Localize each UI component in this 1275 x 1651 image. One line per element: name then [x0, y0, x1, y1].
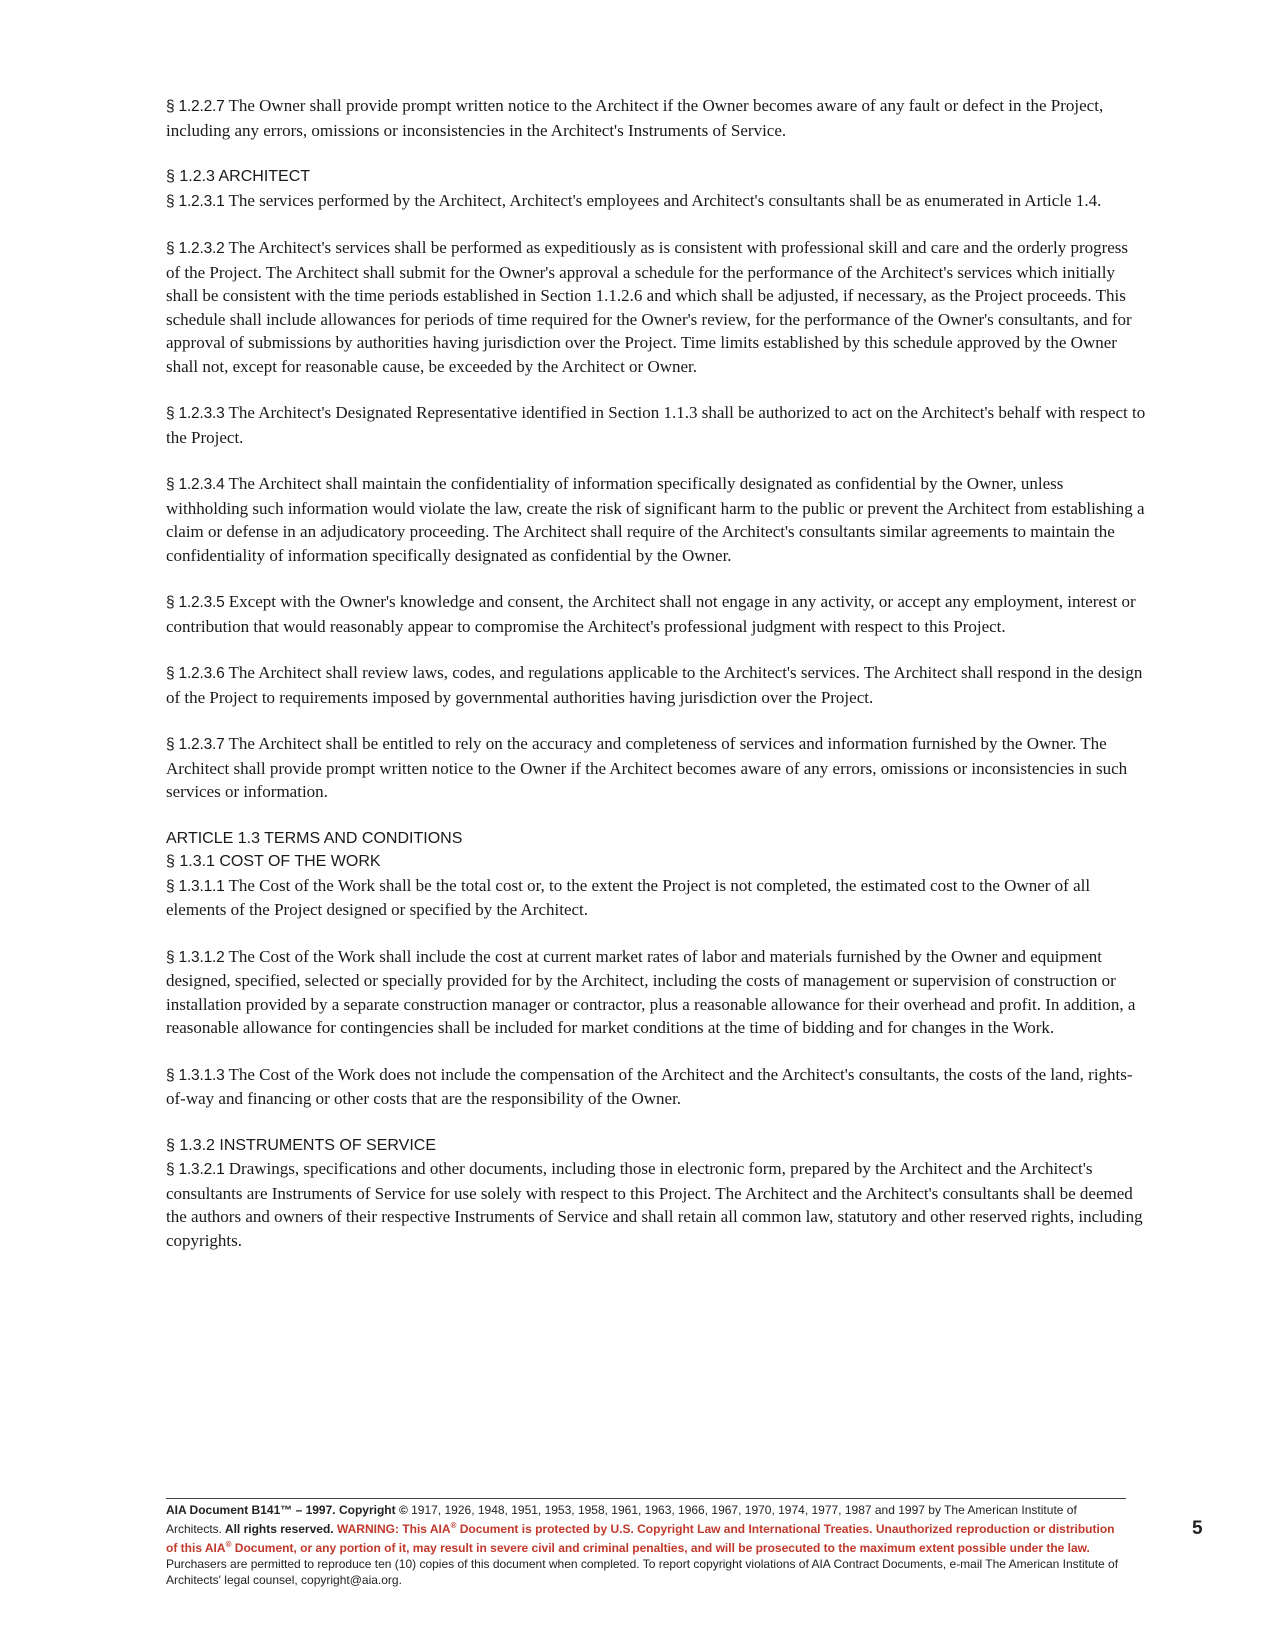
- heading-article-1-3: ARTICLE 1.3 TERMS AND CONDITIONS: [166, 829, 463, 847]
- paragraph-text: Drawings, specifications and other documents, including those in electronic form, prepared by the Architect and the Architect's consultants are Instruments of Service for use solely with respect to this Project. The Architect and the Architect's consultants shall be deemed the authors and owners of their respective Instruments of Service and shall retain all common law, statutory and other reserved rights, including copyrights.: [166, 1159, 1143, 1250]
- footer-warning-2: Document is protected by U.S. Copyright Law and International Treaties. Unauthorized reproduction or distribution of this AIA: [166, 1522, 1115, 1555]
- paragraph-1-2-3-3: [166, 401, 1146, 449]
- paragraph-text: The Architect's Designated Representative identified in Section 1.1.3 shall be authorized to act on the Architect's behalf with respect to the Project.: [166, 403, 1146, 447]
- paragraph-text: The Cost of the Work shall include the cost at current market rates of labor and materials furnished by the Owner and equipment designed, specified, selected or specially provided for by the Architect, including the costs of management or supervision of construction or installation provided by a separate construction manager or contractor, plus a reasonable allowance for their overhead and profit. In addition, a reasonable allowance for contingencies shall be included for market conditions at the time of bidding and for changes in the Work.: [166, 946, 1136, 1037]
- section-number: § 1.3.1.3: [166, 1066, 225, 1084]
- section-number: § 1.2.3.7: [166, 736, 225, 753]
- section-number: § 1.2.3.5: [166, 594, 225, 611]
- paragraph-text: The Cost of the Work shall be the total cost or, to the extent the Project is not completed, the estimated cost to the Owner of all elements of the Project designed or specified by the Architect.: [166, 875, 1091, 919]
- section-number: § 1.2.3.6: [166, 665, 225, 682]
- section-number: § 1.2.3.2: [166, 240, 225, 257]
- footer-doc-title: AIA Document B141™ – 1997. Copyright ©: [166, 1503, 408, 1517]
- document-body: [166, 94, 1146, 1252]
- copyright-footer: [166, 1498, 1126, 1588]
- paragraph-text: The Cost of the Work does not include the compensation of the Architect and the Architect's consultants, the costs of the land, rights-of-way and financing or other costs that are the responsibility of the Owner.: [166, 1064, 1133, 1108]
- paragraph-text: The Owner shall provide prompt written notice to the Architect if the Owner becomes aware of any fault or defect in the Project, including any errors, omissions or inconsistencies in the Architect's Instruments of Service.: [166, 96, 1104, 140]
- paragraph-1-2-3-7: [166, 732, 1146, 804]
- paragraph-1-3-1-3: [166, 1063, 1146, 1111]
- section-number: § 1.3.1.2: [166, 948, 225, 966]
- paragraph-1-3-1-2: [166, 945, 1146, 1040]
- footer-rights: All rights reserved.: [222, 1522, 334, 1536]
- section-number: § 1.2.3.3: [166, 405, 225, 422]
- paragraph-text: Except with the Owner's knowledge and consent, the Architect shall not engage in any activity, or accept any employment, interest or contribution that would reasonably appear to compromise the Architect's professional judgment with respect to this Project.: [166, 592, 1136, 636]
- paragraph-1-2-2-7: [166, 94, 1146, 142]
- paragraph-1-2-3-5: [166, 590, 1146, 638]
- footer-tail: Purchasers are permitted to reproduce ten (10) copies of this document when completed. To report copyright violations of AIA Contract Documents, e-mail The American Institute of Architects' legal counsel, copyright@aia.org.: [166, 1557, 1119, 1587]
- paragraph-1-3-1-1: [166, 874, 1146, 922]
- page-number: 5: [1192, 1518, 1203, 1539]
- paragraph-1-2-3-6: [166, 661, 1146, 709]
- paragraph-text: The Architect shall maintain the confidentiality of information specifically designated as confidential by the Owner, unless withholding such information would violate the law, create the risk of significant harm to the public or prevent the Architect from establishing a claim or defense in an adjudicatory proceeding. The Architect shall require of the Architect's consultants similar agreements to maintain the confidentiality of information specifically designated as confidential by the Owner.: [166, 474, 1145, 565]
- paragraph-1-3-2-1: [166, 1157, 1146, 1252]
- registered-mark: ®: [225, 1540, 232, 1549]
- paragraph-1-2-3-1: [166, 189, 1146, 214]
- paragraph-text: The services performed by the Architect, Architect's employees and Architect's consultants shall be as enumerated in Article 1.4.: [224, 190, 1102, 210]
- heading-instruments-of-service: § 1.3.2 INSTRUMENTS OF SERVICE: [166, 1136, 436, 1154]
- paragraph-1-2-3-4: [166, 472, 1146, 567]
- paragraph-text: The Architect's services shall be performed as expeditiously as is consistent with professional skill and care and the orderly progress of the Project. The Architect shall submit for the Owner's approval a schedule for the performance of the Architect's services which initially shall be consistent with the time periods established in Section 1.1.2.6 and which shall be adjusted, if necessary, as the Project proceeds. This schedule shall include allowances for periods of time required for the Owner's review, for the performance of the Owner's consultants, and for approval of submissions by authorities having jurisdiction over the Project. Time limits established by this schedule approved by the Owner shall not, except for reasonable cause, be exceeded by the Architect or Owner.: [166, 238, 1132, 376]
- section-number: § 1.3.1.1: [166, 877, 225, 895]
- heading-architect: § 1.2.3 ARCHITECT: [166, 168, 311, 185]
- section-number: § 1.2.3.1: [166, 192, 225, 210]
- heading-cost-of-the-work: § 1.3.1 COST OF THE WORK: [166, 853, 381, 870]
- section-number: § 1.2.2.7: [166, 98, 225, 115]
- footer-years: 1917, 1926, 1948, 1951, 1953, 1958, 1961, 1963, 1966, 1967, 1970, 1974, 1977, 1987 and 1997 by The American Institute of Architects.: [166, 1503, 1077, 1536]
- registered-mark: ®: [450, 1521, 457, 1530]
- paragraph-1-2-3-2: [166, 236, 1146, 378]
- footer-warning-1: WARNING: This AIA: [333, 1522, 451, 1536]
- paragraph-text: The Architect shall review laws, codes, and regulations applicable to the Architect's services. The Architect shall respond in the design of the Project to requirements imposed by governmental authorities having jurisdiction over the Project.: [166, 663, 1143, 707]
- paragraph-text: The Architect shall be entitled to rely on the accuracy and completeness of services and information furnished by the Owner. The Architect shall provide prompt written notice to the Owner if the Architect becomes aware of any errors, omissions or inconsistencies in such services or information.: [166, 734, 1128, 801]
- footer-warning-3: Document, or any portion of it, may result in severe civil and criminal penalties, and will be prosecuted to the maximum extent possible under the law.: [231, 1541, 1090, 1555]
- section-number: § 1.2.3.4: [166, 476, 225, 493]
- section-number: § 1.3.2.1: [166, 1161, 225, 1178]
